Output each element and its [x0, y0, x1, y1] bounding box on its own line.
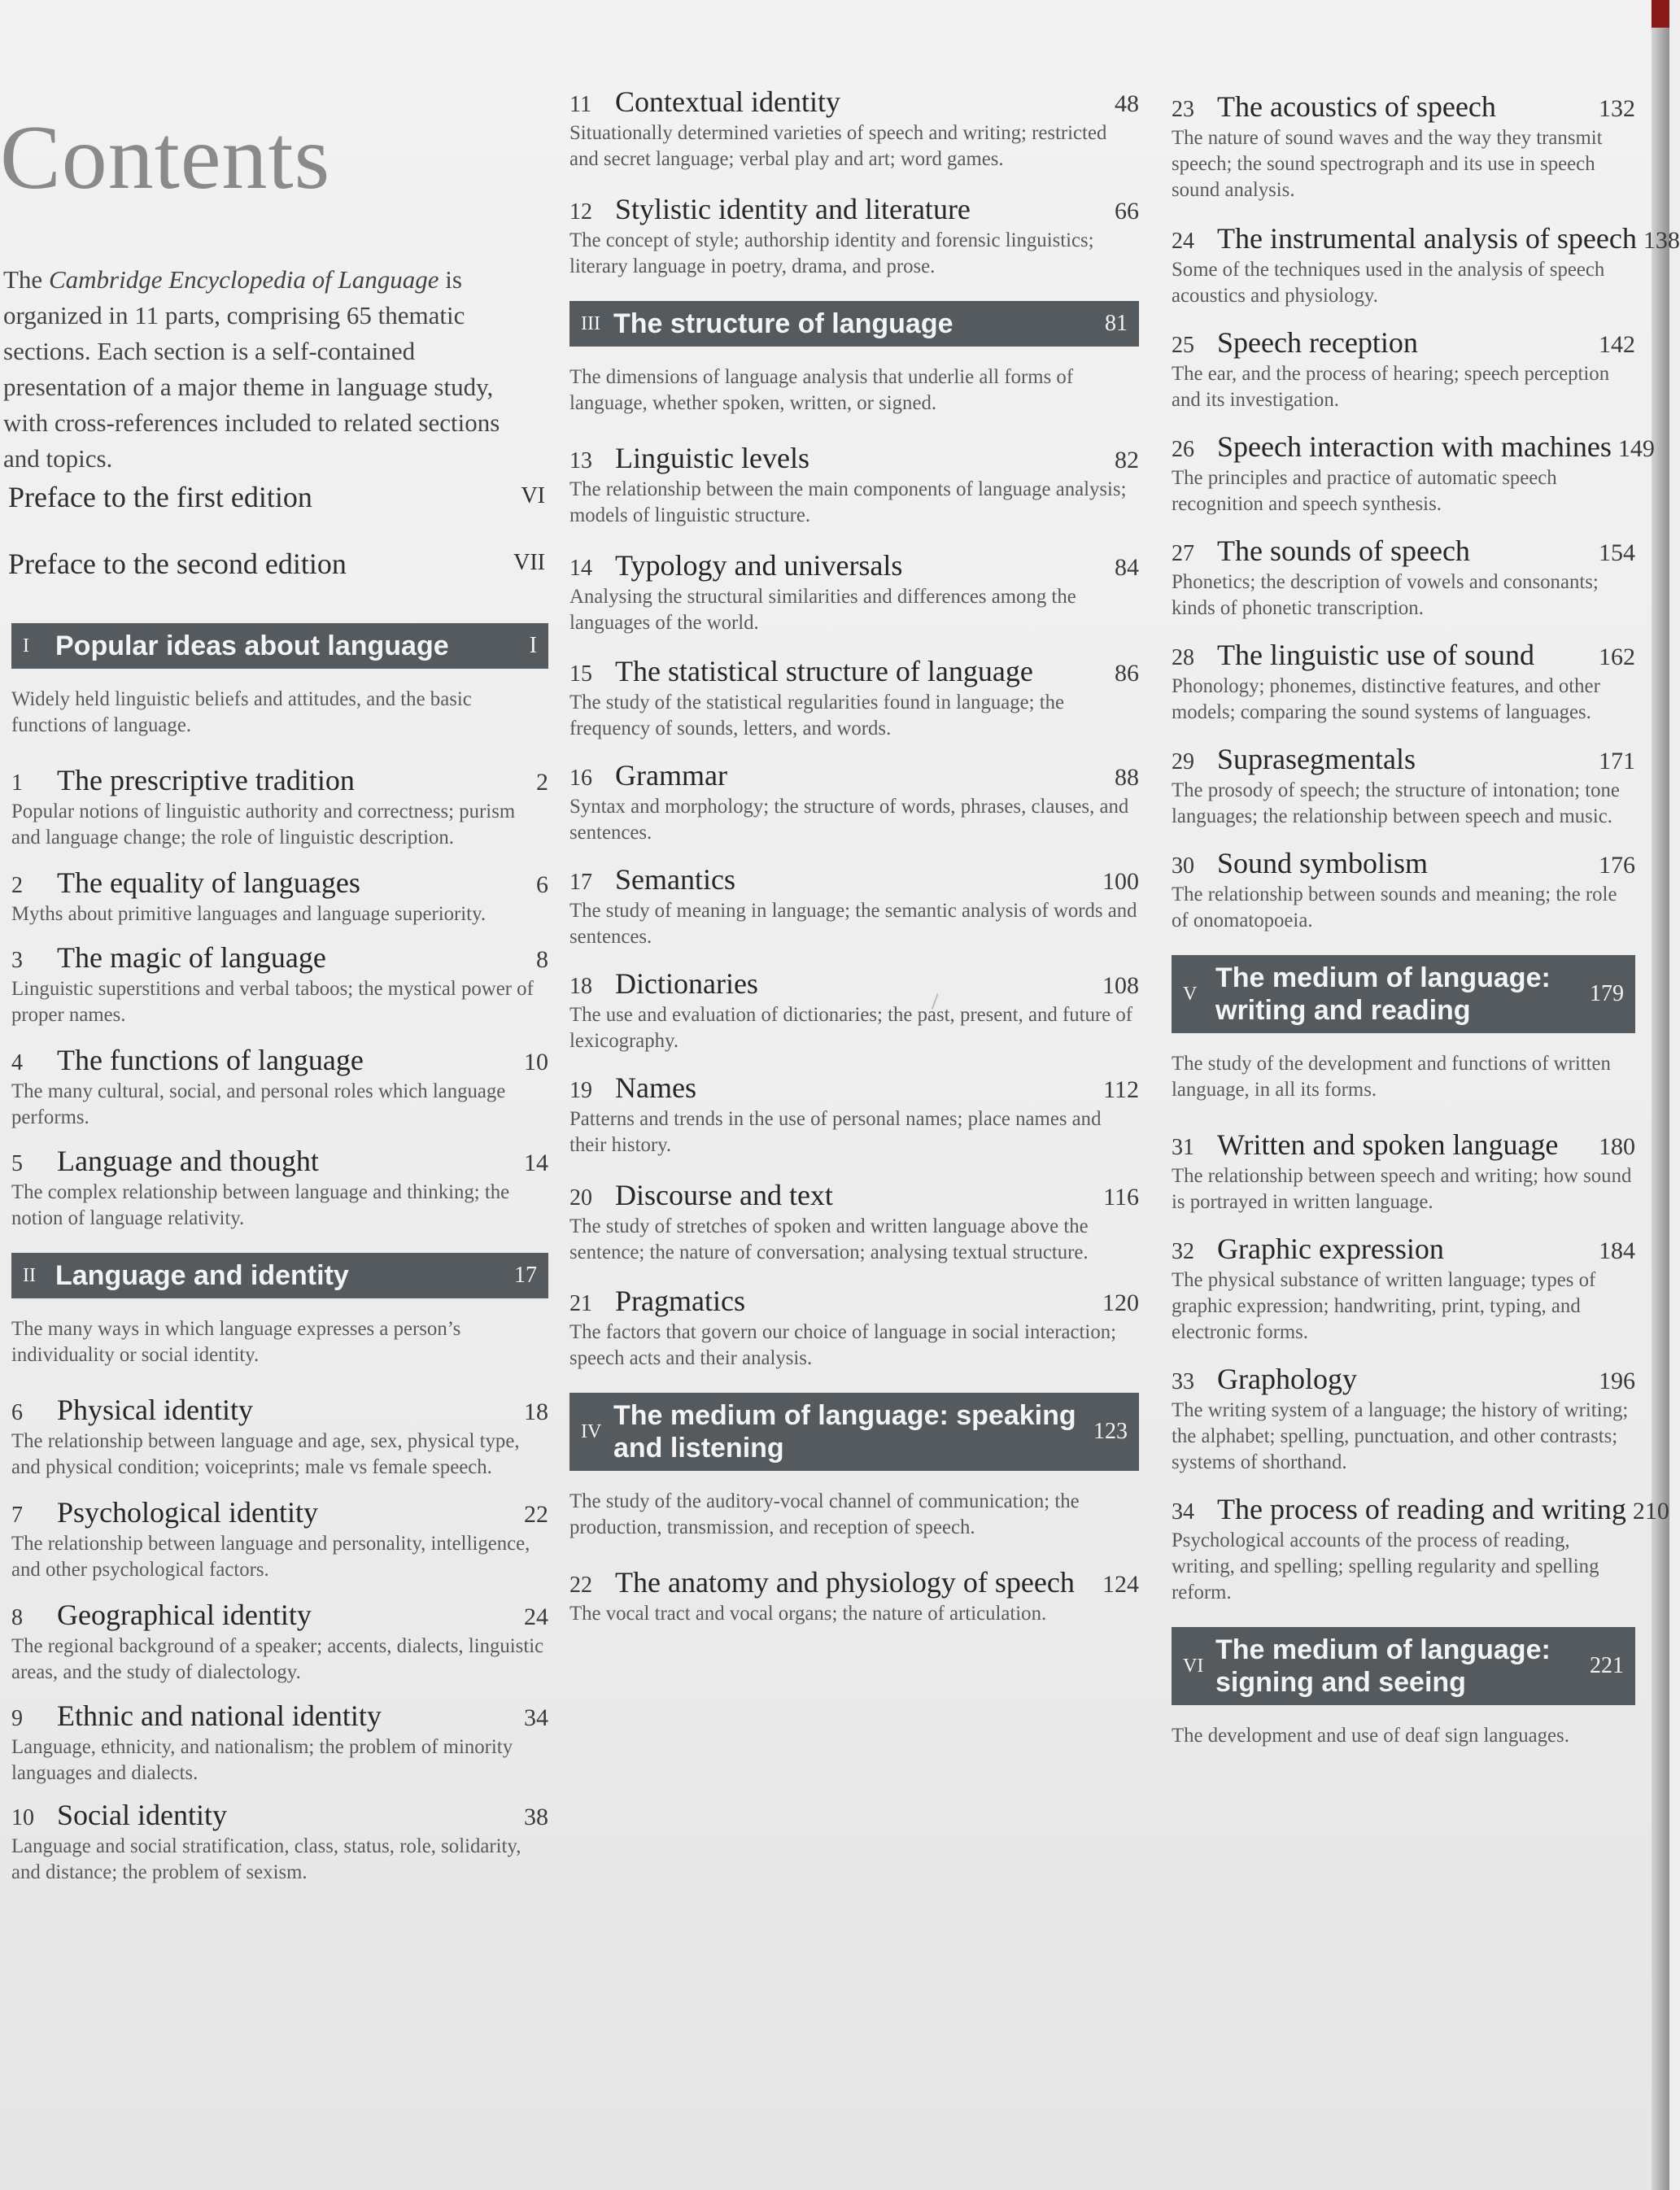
intro-book-title: Cambridge Encyclopedia of Language [48, 265, 439, 294]
section-page: 171 [1599, 748, 1635, 774]
section-page: 8 [536, 946, 548, 973]
section-page: 2 [536, 769, 548, 796]
section-entry[interactable] [11, 866, 548, 927]
section-title: The acoustics of speech [1217, 90, 1496, 123]
section-entry[interactable] [1172, 846, 1635, 934]
section-title: The instrumental analysis of speech [1217, 222, 1637, 255]
part-title: Popular ideas about language [55, 630, 449, 661]
part-page: 81 [1105, 311, 1128, 336]
section-page: 180 [1599, 1133, 1635, 1160]
section-description: Situationally determined varieties of speech and writing; restricted and secret language; verbal play and art; word games. [569, 122, 1107, 170]
section-entry[interactable] [11, 940, 548, 1028]
section-description: The writing system of a language; the history of writing; the alphabet; spelling, punctuation, and other contrasts; systems of shorthand. [1172, 1399, 1629, 1473]
section-heading [1172, 1128, 1635, 1162]
section-number: 1 [11, 770, 23, 796]
section-number: 12 [569, 199, 592, 225]
section-heading [1172, 1232, 1635, 1266]
part-page: 17 [514, 1263, 537, 1288]
section-description: The physical substance of written language; types of graphic expression; handwriting, print, typing, and electronic forms. [1172, 1269, 1596, 1343]
section-entry[interactable] [569, 1284, 1139, 1372]
section-number: 34 [1172, 1499, 1194, 1525]
section-title: Written and spoken language [1217, 1128, 1559, 1161]
section-entry[interactable] [11, 1043, 548, 1131]
section-page: 6 [536, 871, 548, 898]
section-entry[interactable] [1172, 638, 1635, 726]
section-heading [11, 1699, 548, 1733]
section-number: 15 [569, 661, 592, 687]
section-entry[interactable] [569, 1071, 1139, 1158]
section-title: The anatomy and physiology of speech [615, 1566, 1075, 1599]
part-description: The dimensions of language analysis that underlie all forms of language, whether spoken, written, or signed. [569, 366, 1074, 414]
section-title: Discourse and text [615, 1179, 833, 1211]
section-page: 34 [524, 1704, 548, 1731]
section-number: 8 [11, 1605, 23, 1630]
section-entry[interactable] [1172, 1492, 1669, 1606]
section-page: 124 [1102, 1571, 1139, 1598]
section-entry[interactable] [11, 1798, 548, 1886]
section-page: 108 [1102, 972, 1139, 999]
section-entry[interactable] [1172, 1362, 1635, 1476]
section-page: 88 [1115, 764, 1139, 791]
section-title: Contextual identity [615, 85, 840, 118]
section-page: 84 [1115, 554, 1139, 581]
part-title: The medium of language: speaking and listening [613, 1400, 1076, 1464]
section-entry[interactable] [569, 441, 1139, 529]
section-heading [569, 966, 1139, 1001]
section-entry[interactable] [1172, 1232, 1635, 1346]
section-entry[interactable] [1172, 742, 1635, 830]
intro-prefix: The [3, 265, 49, 294]
section-description: Language, ethnicity, and nationalism; the problem of minority languages and dialects. [11, 1736, 513, 1784]
section-heading [1172, 638, 1635, 672]
part-heading[interactable] [11, 1253, 548, 1298]
section-description: The principles and practice of automatic speech recognition and speech synthesis. [1172, 467, 1557, 515]
section-entry[interactable] [569, 966, 1139, 1054]
part-description: The study of the development and functions of written language, in all its forms. [1172, 1053, 1611, 1101]
section-number: 4 [11, 1050, 23, 1075]
section-title: Speech interaction with machines [1217, 430, 1612, 463]
section-title: Grammar [615, 759, 727, 792]
section-title: Ethnic and national identity [57, 1699, 382, 1732]
part-title: The medium of language: signing and seeing [1215, 1634, 1551, 1698]
section-description: The study of the statistical regularities found in language; the frequency of sounds, letters, and words. [569, 691, 1065, 739]
part-heading[interactable] [1172, 955, 1635, 1033]
preface-page: VII [513, 550, 545, 575]
section-title: The equality of languages [57, 866, 360, 899]
part-number: V [1183, 983, 1198, 1005]
section-entry[interactable] [1172, 221, 1680, 309]
section-page: 24 [524, 1603, 548, 1630]
section-number: 7 [11, 1503, 23, 1528]
section-heading [569, 192, 1139, 226]
section-entry[interactable] [569, 862, 1139, 950]
section-number: 22 [569, 1573, 592, 1598]
section-page: 154 [1599, 539, 1635, 566]
section-page: 116 [1103, 1184, 1139, 1211]
section-description: Popular notions of linguistic authority and correctness; purism and language change; the role of linguistic description. [11, 801, 516, 849]
part-description: The study of the auditory-vocal channel of communication; the production, transmission, and reception of speech. [569, 1490, 1080, 1538]
section-heading [11, 1043, 548, 1077]
section-number: 2 [11, 873, 23, 898]
intro-rest: is organized in 11 parts, comprising 65 thematic sections. Each section is a self-contained presentation of a major theme in language study, with cross-references included to related sections and topics. [3, 265, 500, 473]
section-heading [11, 1598, 548, 1632]
section-title: Graphic expression [1217, 1232, 1444, 1265]
section-heading [11, 1393, 548, 1427]
section-description: The complex relationship between language and thinking; the notion of language relativity. [11, 1181, 510, 1229]
section-number: 18 [569, 974, 592, 999]
contents-column-3 [1172, 0, 1680, 2190]
part-page: I [529, 633, 537, 658]
section-page: 66 [1115, 198, 1139, 225]
section-page: 149 [1617, 435, 1655, 462]
section-description: The relationship between speech and writing; how sound is portrayed in written language. [1172, 1165, 1632, 1213]
part-page: 221 [1590, 1653, 1624, 1678]
part-number: I [23, 635, 29, 657]
page-title: Contents [0, 107, 331, 208]
section-number: 24 [1172, 229, 1194, 254]
section-page: 38 [524, 1804, 548, 1830]
part-page: 123 [1093, 1419, 1128, 1444]
section-description: The concept of style; authorship identity and forensic linguistics; literary language in poetry, drama, and prose. [569, 229, 1094, 277]
section-heading [11, 940, 548, 975]
section-entry[interactable] [1172, 325, 1635, 413]
section-number: 3 [11, 948, 23, 973]
section-page: 120 [1102, 1289, 1139, 1316]
part-number: II [23, 1264, 36, 1286]
part-page: 179 [1590, 981, 1624, 1006]
section-heading [569, 441, 1139, 475]
section-heading [569, 758, 1139, 792]
part-heading[interactable] [1172, 1627, 1635, 1705]
section-heading [1172, 221, 1680, 255]
preface-title: Preface to the second edition [8, 548, 347, 580]
section-page: 48 [1115, 90, 1139, 117]
section-description: Phonology; phonemes, distinctive features, and other models; comparing the sound systems of languages. [1172, 675, 1600, 723]
section-number: 30 [1172, 853, 1194, 879]
section-description: The many cultural, social, and personal roles which language performs. [11, 1080, 506, 1128]
cover-edge [1652, 0, 1669, 28]
section-heading [569, 1178, 1139, 1212]
section-title: Geographical identity [57, 1599, 312, 1631]
section-description: The nature of sound waves and the way they transmit speech; the sound spectrograph and its use in speech sound analysis. [1172, 127, 1603, 201]
section-description: Phonetics; the description of vowels and consonants; kinds of phonetic transcription. [1172, 571, 1599, 619]
section-heading [1172, 1492, 1669, 1526]
section-number: 10 [11, 1805, 34, 1830]
section-description: The relationship between language and personality, intelligence, and other psychological factors. [11, 1533, 530, 1581]
section-page: 142 [1599, 331, 1635, 358]
part-number: III [581, 312, 600, 334]
section-page: 196 [1599, 1368, 1635, 1394]
section-page: 138 [1643, 227, 1680, 254]
section-title: Psychological identity [57, 1496, 318, 1529]
section-title: Linguistic levels [615, 442, 809, 474]
section-page: 112 [1103, 1076, 1139, 1103]
section-page: 22 [524, 1501, 548, 1528]
section-entry[interactable] [1172, 430, 1655, 517]
part-heading[interactable] [569, 1393, 1139, 1471]
section-entry[interactable] [11, 1393, 548, 1481]
section-description: The regional background of a speaker; accents, dialects, linguistic areas, and the study of dialectology. [11, 1635, 544, 1683]
section-description: Some of the techniques used in the analysis of speech acoustics and physiology. [1172, 259, 1605, 307]
section-description: The relationship between language and age, sex, physical type, and physical condition; voiceprints; male vs female speech. [11, 1430, 520, 1478]
section-heading [1172, 534, 1635, 568]
section-entry[interactable] [1172, 1128, 1635, 1215]
section-entry[interactable] [1172, 89, 1635, 203]
section-title: Language and thought [57, 1145, 319, 1177]
section-description: The ear, and the process of hearing; speech perception and its investigation. [1172, 363, 1610, 411]
preface-title: Preface to the first edition [8, 481, 312, 513]
section-number: 16 [569, 766, 592, 791]
section-page: 162 [1599, 643, 1635, 670]
section-description: The use and evaluation of dictionaries; the past, present, and future of lexicography. [569, 1004, 1133, 1052]
part-description: The many ways in which language expresses a person’s individuality or social identity. [11, 1318, 461, 1366]
section-heading [11, 1144, 548, 1178]
section-description: The relationship between the main components of language analysis; models of linguistic structure. [569, 478, 1127, 526]
section-page: 10 [524, 1049, 548, 1075]
section-number: 33 [1172, 1369, 1194, 1394]
section-title: Suprasegmentals [1217, 743, 1416, 775]
section-entry[interactable] [11, 1598, 548, 1686]
section-title: Graphology [1217, 1363, 1357, 1395]
section-title: Physical identity [57, 1394, 253, 1426]
section-entry[interactable] [11, 1144, 548, 1232]
section-title: The functions of language [57, 1044, 364, 1076]
section-heading [11, 763, 548, 797]
part-heading[interactable] [569, 301, 1139, 347]
section-entry[interactable] [569, 85, 1139, 172]
section-entry[interactable] [569, 1565, 1139, 1627]
section-title: Pragmatics [615, 1285, 745, 1317]
section-title: The process of reading and writing [1217, 1493, 1626, 1525]
section-number: 5 [11, 1151, 23, 1176]
section-number: 6 [11, 1400, 23, 1425]
section-entry[interactable] [569, 548, 1139, 636]
section-entry[interactable] [11, 763, 548, 851]
section-number: 25 [1172, 333, 1194, 358]
section-title: Social identity [57, 1799, 227, 1831]
section-heading [569, 548, 1139, 582]
section-title: The prescriptive tradition [57, 764, 355, 796]
section-number: 17 [569, 870, 592, 895]
section-description: The study of stretches of spoken and written language above the sentence; the nature of conversation; analysing textual structure. [569, 1215, 1089, 1263]
section-number: 13 [569, 448, 592, 473]
section-page: 18 [524, 1398, 548, 1425]
part-title: The structure of language [613, 308, 953, 339]
part-description: The development and use of deaf sign languages. [1172, 1725, 1569, 1747]
section-heading [569, 654, 1139, 688]
part-description: Widely held linguistic beliefs and attitudes, and the basic functions of language. [11, 688, 472, 736]
section-title: Names [615, 1071, 696, 1104]
section-entry[interactable] [569, 758, 1139, 846]
section-title: The linguistic use of sound [1217, 639, 1534, 671]
section-heading [11, 1798, 548, 1832]
section-heading [569, 1284, 1139, 1318]
section-page: 82 [1115, 447, 1139, 473]
contents-column-1 [11, 0, 548, 2190]
section-description: Psychological accounts of the process of reading, writing, and spelling; spelling regularity and spelling reform. [1172, 1529, 1599, 1603]
section-page: 210 [1632, 1498, 1669, 1525]
section-number: 29 [1172, 749, 1194, 774]
section-title: Stylistic identity and literature [615, 193, 971, 225]
part-number: IV [581, 1420, 602, 1442]
section-number: 23 [1172, 97, 1194, 122]
section-title: The statistical structure of language [615, 655, 1033, 687]
section-page: 132 [1599, 95, 1635, 122]
section-number: 28 [1172, 645, 1194, 670]
section-description: Myths about primitive languages and language superiority. [11, 903, 487, 925]
section-heading [569, 85, 1139, 119]
section-heading [1172, 430, 1655, 464]
section-number: 19 [569, 1078, 592, 1103]
section-entry[interactable] [569, 1178, 1139, 1266]
section-page: 86 [1115, 660, 1139, 687]
section-title: Dictionaries [615, 967, 758, 1000]
section-heading [1172, 846, 1635, 880]
section-heading [1172, 1362, 1635, 1396]
section-title: The sounds of speech [1217, 534, 1470, 567]
section-heading [569, 1071, 1139, 1105]
section-heading [11, 1495, 548, 1529]
section-title: Typology and universals [615, 549, 903, 582]
section-description: The factors that govern our choice of language in social interaction; speech acts and their analysis. [569, 1321, 1117, 1369]
section-title: Sound symbolism [1217, 847, 1429, 879]
section-title: The magic of language [57, 941, 326, 974]
contents-column-2 [569, 0, 1139, 2190]
section-description: The relationship between sounds and meaning; the role of onomatopoeia. [1172, 883, 1617, 931]
section-heading [11, 866, 548, 900]
section-entry[interactable] [569, 192, 1139, 280]
section-title: Semantics [615, 863, 735, 896]
section-heading [569, 862, 1139, 897]
section-number: 27 [1172, 541, 1194, 566]
part-heading[interactable] [11, 623, 548, 669]
section-entry[interactable] [569, 654, 1139, 742]
section-description: Syntax and morphology; the structure of words, phrases, clauses, and sentences. [569, 796, 1129, 844]
part-number: VI [1183, 1655, 1204, 1677]
section-page: 14 [524, 1150, 548, 1176]
section-number: 9 [11, 1706, 23, 1731]
section-number: 20 [569, 1185, 592, 1211]
section-heading [1172, 89, 1635, 124]
section-description: Analysing the structural similarities and differences among the languages of the world. [569, 586, 1076, 634]
section-heading [1172, 742, 1635, 776]
section-number: 21 [569, 1291, 592, 1316]
section-number: 31 [1172, 1135, 1194, 1160]
section-entry[interactable] [1172, 534, 1635, 622]
section-description: The study of meaning in language; the semantic analysis of words and sentences. [569, 900, 1137, 948]
page-edge [1652, 0, 1669, 2190]
section-page: 100 [1102, 868, 1139, 895]
section-entry[interactable] [11, 1495, 548, 1583]
section-number: 14 [569, 556, 592, 581]
preface-page: VI [521, 483, 545, 508]
section-title: Speech reception [1217, 326, 1418, 359]
part-title: The medium of language: writing and reading [1215, 962, 1551, 1026]
section-page: 176 [1599, 852, 1635, 879]
section-description: The vocal tract and vocal organs; the nature of articulation. [569, 1603, 1047, 1625]
section-description: Language and social stratification, class, status, role, solidarity, and distance; the problem of sexism. [11, 1835, 521, 1883]
section-description: The prosody of speech; the structure of intonation; tone languages; the relationship between speech and music. [1172, 779, 1620, 827]
section-number: 32 [1172, 1239, 1194, 1264]
section-number: 11 [569, 92, 591, 117]
section-entry[interactable] [11, 1699, 548, 1786]
section-description: Patterns and trends in the use of personal names; place names and their history. [569, 1108, 1102, 1156]
part-title: Language and identity [55, 1260, 349, 1291]
section-heading [569, 1565, 1139, 1599]
section-number: 26 [1172, 437, 1194, 462]
section-page: 184 [1599, 1237, 1635, 1264]
section-description: Linguistic superstitions and verbal taboos; the mystical power of proper names. [11, 978, 534, 1026]
section-heading [1172, 325, 1635, 360]
